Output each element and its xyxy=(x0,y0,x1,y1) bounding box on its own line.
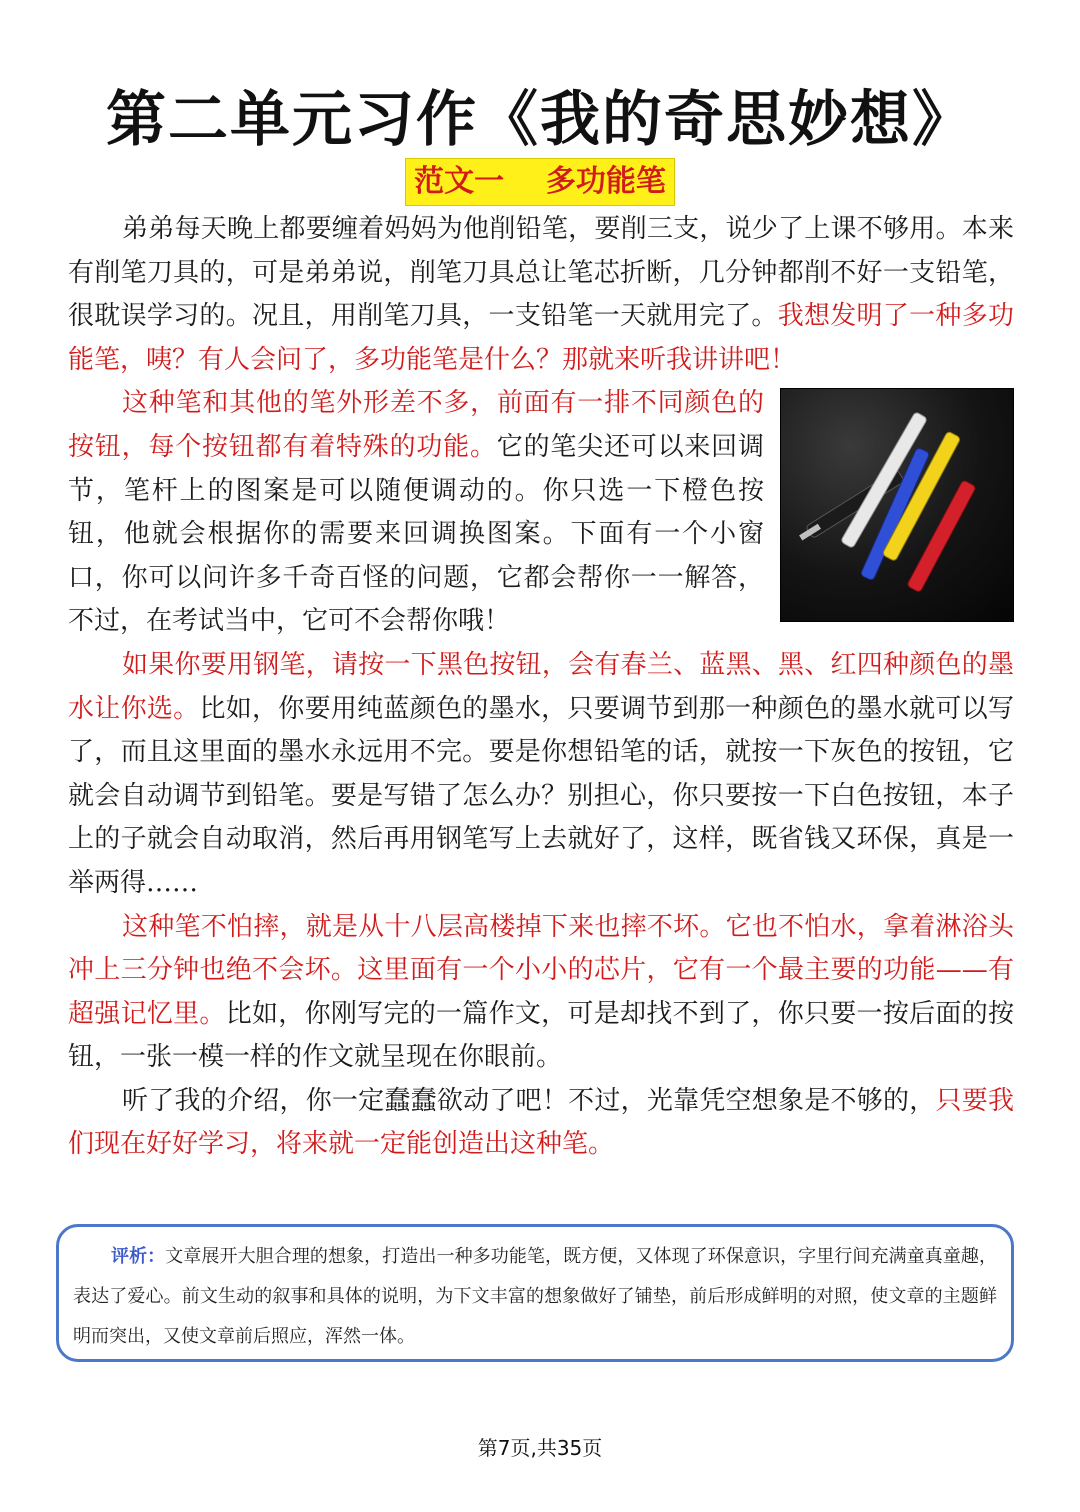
review-text: 文章展开大胆合理的想象，打造出一种多功能笔，既方便，又体现了环保意识，字里行间充满童真童趣，表达了爱心。前文生动的叙事和具体的说明，为下文丰富的想象做好了铺垫，前后形成鲜明的对照，使文章的主题鲜明而突出，又使文章前后照应，浑然一体。 xyxy=(73,1246,997,1347)
pens-illustration xyxy=(781,389,1013,621)
review-box xyxy=(56,1224,1014,1362)
essay-body xyxy=(68,208,1014,1167)
paragraph-text: 比如，你要用纯蓝颜色的墨水，只要调节到那一种颜色的墨水就可以写了，而且这里面的墨水永远用不完。要是你想铅笔的话，就按一下灰色的按钮，它就会自动调节到铅笔。要是写错了怎么办？别担心，你只要按一下白色按钮，本子上的子就会自动取消，然后再用钢笔写上去就好了，这样，既省钱又环保，真是一举两得…… xyxy=(68,693,1014,898)
essay-subtitle: 范文一 多功能笔 xyxy=(405,158,675,206)
paragraph-text: 听了我的介绍，你一定蠢蠢欲动了吧！不过，光靠凭空想象是不够的， xyxy=(122,1085,936,1116)
paragraph-2 xyxy=(68,382,1014,644)
review-label: 评析： xyxy=(111,1246,166,1267)
page-number: 第7页,共35页 xyxy=(477,1436,603,1460)
subtitle-container xyxy=(0,158,1080,206)
paragraph-5 xyxy=(68,1080,1014,1167)
paragraph-text: 弟弟每天晚上都要缠着妈妈为他削铅笔，要削三支，说少了上课不够用。本来有削笔刀具的，可是弟弟说，削笔刀具总让笔芯折断，几分钟都削不好一支铅笔，很耽误学习的。况且，用削笔刀具，一支铅笔一天就用完了。 xyxy=(68,214,1014,332)
emphasis-text: 这种笔和其他的笔外形差不多，前面有一排不同颜色的按钮，每个按钮都有着特殊的功能。 xyxy=(68,388,764,462)
paragraph-text: 比如，你刚写完的一篇作文，可是却找不到了，你只要一按后面的按钮，一张一模一样的作文就呈现在你眼前。 xyxy=(68,998,1014,1073)
emphasis-text: 如果你要用钢笔，请按一下黑色按钮，会有春兰、蓝黑、黑、红四种颜色的墨水让你选。 xyxy=(68,649,1014,724)
page-title: 第二单元习作《我的奇思妙想》 xyxy=(106,85,974,155)
paragraph-4 xyxy=(68,906,1014,1080)
emphasis-text: 这种笔不怕摔，就是从十八层高楼掉下来也摔不坏。它也不怕水，拿着淋浴头冲上三分钟也绝不会坏。这里面有一个小小的芯片，它有一个最主要的功能——有超强记忆里。 xyxy=(68,911,1014,1029)
review-paragraph xyxy=(73,1237,997,1357)
multifunction-pens-image xyxy=(780,388,1014,622)
paragraph-1 xyxy=(68,208,1014,382)
paragraph-text: 它的笔尖还可以来回调节，笔杆上的图案是可以随便调动的。你只选一下橙色按钮，他就会根据你的需要来回调换图案。下面有一个小窗口，你可以问许多千奇百怪的问题，它都会帮你一一解答，不过，在考试当中，它可不会帮你哦！ xyxy=(68,431,764,637)
paragraph-3 xyxy=(68,644,1014,906)
emphasis-text: 只要我们现在好好学习，将来就一定能创造出这种笔。 xyxy=(68,1085,1014,1160)
emphasis-text: 我想发明了一种多功能笔，咦？有人会问了，多功能笔是什么？那就来听我讲讲吧！ xyxy=(68,301,1014,375)
